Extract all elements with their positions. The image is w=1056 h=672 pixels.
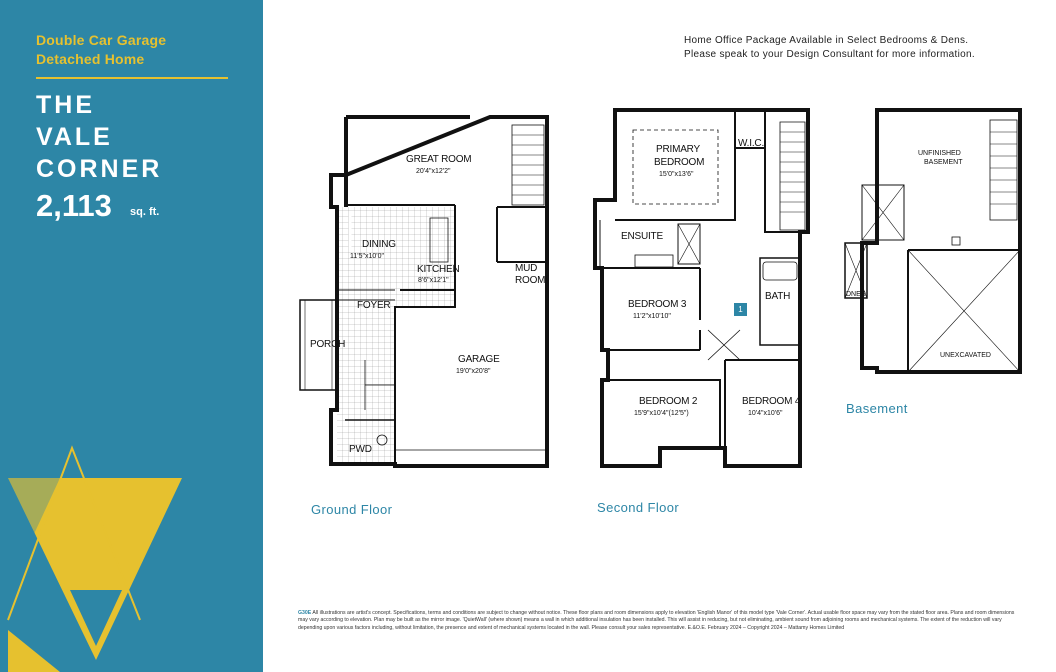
legal-disclaimer	[298, 610, 1024, 632]
bedroom3-dimensions: 11'2"x10'10"	[633, 313, 671, 320]
garage-dimensions: 19'0"x20'8"	[456, 368, 491, 375]
kitchen-label: KITCHEN	[417, 264, 460, 275]
square-footage: 2,113	[36, 188, 112, 223]
dining-label: DINING	[362, 239, 396, 250]
primary-bedroom-label-line1: PRIMARY	[656, 144, 700, 155]
primary-bedroom-dimensions: 15'0"x13'6"	[659, 171, 694, 178]
plan-code: G30E	[298, 610, 312, 616]
bedroom4-label: BEDROOM 4	[742, 396, 801, 407]
powder-room-label: PWD	[349, 444, 372, 455]
bedroom4-dimensions: 10'4"x10'6"	[748, 410, 783, 417]
cold-cellar-label: DNER	[846, 291, 866, 298]
model-name-line1: THE	[36, 91, 95, 119]
unexcavated-label: UNEXCAVATED	[940, 352, 991, 359]
dining-dimensions: 11'5"x10'0"	[350, 253, 384, 260]
porch-label: PORCH	[310, 339, 346, 350]
great-room-label: GREAT ROOM	[406, 154, 472, 165]
ground-floor-title: Ground Floor	[311, 502, 393, 517]
model-name-line2: VALE	[36, 123, 113, 151]
model-name-line3: CORNER	[36, 155, 163, 183]
bedroom2-dimensions: 15'9"x10'4"(12'5")	[634, 410, 689, 417]
bedroom3-label: BEDROOM 3	[628, 299, 687, 310]
primary-bedroom-label-line2: BEDROOM	[654, 157, 705, 168]
foyer-label: FOYER	[357, 300, 391, 311]
unfinished-basement-label-line1: UNFINISHED	[918, 150, 961, 157]
bedroom2-label: BEDROOM 2	[639, 396, 698, 407]
kitchen-dimensions: 8'6"x12'1"	[418, 277, 449, 284]
home-type-line1: Double Car Garage	[36, 32, 167, 48]
disclaimer-text: All illustrations are artist's concept. Specifications, terms and conditions are subject to change without notice. These floor plans and room dimensions apply to elevation 'English Manor' of this model type 'Vale Corner'. Actual usable floor space may vary from the stated floor area. Plans and room dimensions may vary according to elevation. Plan may be built as the mirror image. 'QuietWall' (where shown) means a wall in which additional insulation has been installed. This will assist in reducing, but not eliminating, ambient sound from adjoining rooms and mechanical systems. The extent of the reduction will vary depending upon various factors including, without limitation, the presence and extent of mechanical systems located in the wall. Please consult your sales representative. E.&O.E. February 2024 – Copyright 2024 – Mattamy Homes Limited	[298, 610, 1015, 631]
mud-room-label: MUD ROOM	[515, 263, 546, 286]
garage-label: GARAGE	[458, 354, 500, 365]
ensuite-label: ENSUITE	[621, 231, 663, 242]
basement-title: Basement	[846, 401, 908, 416]
second-floor-title: Second Floor	[597, 500, 680, 515]
square-footage-unit: sq. ft.	[130, 206, 160, 218]
unfinished-basement-label-line2: BASEMENT	[924, 159, 963, 166]
bath-label: BATH	[765, 291, 791, 302]
home-office-note-line1: Home Office Package Available in Select Bedrooms & Dens.	[684, 35, 969, 46]
walk-in-closet-label: W.I.C.	[738, 138, 765, 149]
great-room-dimensions: 20'4"x12'2"	[416, 168, 451, 175]
option-badge: 1	[734, 303, 747, 316]
home-office-note-line2: Please speak to your Design Consultant for more information.	[684, 49, 975, 60]
home-type-line2: Detached Home	[36, 51, 145, 67]
